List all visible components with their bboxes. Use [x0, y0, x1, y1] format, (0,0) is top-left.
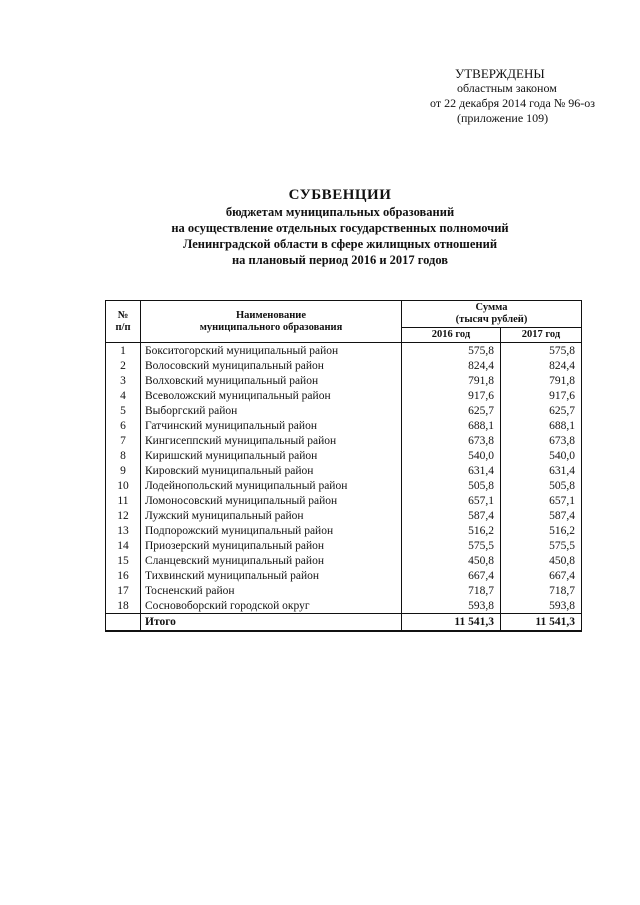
table-row: [106, 373, 582, 388]
row-number: 16: [106, 568, 141, 583]
row-value-2016: 516,2: [402, 523, 501, 538]
row-value-2016: 450,8: [402, 553, 501, 568]
row-value-2016: 657,1: [402, 493, 501, 508]
header-name: [141, 301, 402, 343]
row-municipality: Волосовский муниципальный район: [141, 358, 402, 373]
row-municipality: Тосненский район: [141, 583, 402, 598]
table-row: [106, 553, 582, 568]
approval-line-4: (приложение 109): [457, 111, 549, 125]
row-municipality: Сланцевский муниципальный район: [141, 553, 402, 568]
header-sum-line-2: (тысяч рублей): [455, 314, 528, 325]
row-number: 1: [106, 343, 141, 359]
row-municipality: Лужский муниципальный район: [141, 508, 402, 523]
approval-line-3: от 22 декабря 2014 года № 96-оз: [430, 96, 596, 110]
title-line-2: на осуществление отдельных государственных полномочий: [171, 221, 509, 235]
row-number: 3: [106, 373, 141, 388]
row-value-2016: 917,6: [402, 388, 501, 403]
table-row: [106, 523, 582, 538]
table-row: [106, 493, 582, 508]
row-number: 13: [106, 523, 141, 538]
table-row: [106, 403, 582, 418]
header-number-line-2: п/п: [115, 321, 131, 333]
row-value-2016: 505,8: [402, 478, 501, 493]
row-municipality: Приозерский муниципальный район: [141, 538, 402, 553]
table-row: [106, 433, 582, 448]
title-line-1: бюджетам муниципальных образований: [225, 205, 455, 219]
row-value-2017: 657,1: [501, 493, 582, 508]
row-value-2016: 575,5: [402, 538, 501, 553]
row-value-2017: 593,8: [501, 598, 582, 614]
row-value-2016: 593,8: [402, 598, 501, 614]
row-municipality: Бокситогорский муниципальный район: [141, 343, 402, 359]
row-number: 7: [106, 433, 141, 448]
approval-line-2: областным законом: [457, 81, 557, 95]
row-value-2017: 673,8: [501, 433, 582, 448]
row-value-2016: 791,8: [402, 373, 501, 388]
row-value-2017: 917,6: [501, 388, 582, 403]
table-row: [106, 478, 582, 493]
row-value-2016: 688,1: [402, 418, 501, 433]
approval-stamp: [430, 66, 595, 126]
title-main: СУБВЕНЦИИ: [288, 187, 392, 203]
row-number: 12: [106, 508, 141, 523]
row-value-2016: 587,4: [402, 508, 501, 523]
row-value-2017: 516,2: [501, 523, 582, 538]
header-name-line-2: муниципального образования: [199, 321, 343, 333]
row-value-2017: 450,8: [501, 553, 582, 568]
row-municipality: Подпорожский муниципальный район: [141, 523, 402, 538]
header-number-line-1: №: [117, 309, 129, 321]
row-value-2016: 631,4: [402, 463, 501, 478]
row-value-2016: 667,4: [402, 568, 501, 583]
row-value-2017: 625,7: [501, 403, 582, 418]
title-line-3: Ленинградской области в сфере жилищных отношений: [182, 237, 498, 251]
row-value-2017: 631,4: [501, 463, 582, 478]
total-2016: 11 541,3: [402, 614, 501, 632]
total-2017: 11 541,3: [501, 614, 582, 632]
row-number: 11: [106, 493, 141, 508]
row-value-2017: 575,8: [501, 343, 582, 359]
row-value-2017: 718,7: [501, 583, 582, 598]
table-row: [106, 538, 582, 553]
row-value-2017: 667,4: [501, 568, 582, 583]
row-value-2016: 540,0: [402, 448, 501, 463]
row-municipality: Кировский муниципальный район: [141, 463, 402, 478]
header-name-line-1: Наименование: [236, 309, 306, 321]
row-value-2017: 824,4: [501, 358, 582, 373]
header-year-2017: 2017 год: [501, 328, 582, 343]
row-number: 2: [106, 358, 141, 373]
table-row: [106, 508, 582, 523]
total-label: Итого: [141, 614, 402, 632]
table-row: [106, 388, 582, 403]
table-row: [106, 598, 582, 614]
row-number: 15: [106, 553, 141, 568]
row-municipality: Волховский муниципальный район: [141, 373, 402, 388]
row-number: 17: [106, 583, 141, 598]
table-row: [106, 418, 582, 433]
total-num: [106, 614, 141, 632]
header-sum: [402, 301, 582, 328]
row-value-2016: 824,4: [402, 358, 501, 373]
table-row: [106, 568, 582, 583]
row-number: 6: [106, 418, 141, 433]
row-municipality: Выборгский район: [141, 403, 402, 418]
subventions-table: [105, 300, 582, 632]
table-row: [106, 463, 582, 478]
row-value-2017: 688,1: [501, 418, 582, 433]
title-line-4: на плановый период 2016 и 2017 годов: [231, 253, 449, 267]
row-municipality: Гатчинский муниципальный район: [141, 418, 402, 433]
row-value-2016: 625,7: [402, 403, 501, 418]
table-row: [106, 583, 582, 598]
row-municipality: Киришский муниципальный район: [141, 448, 402, 463]
approval-line-1: УТВЕРЖДЕНЫ: [455, 66, 545, 81]
table-row: [106, 358, 582, 373]
row-value-2017: 791,8: [501, 373, 582, 388]
header-sum-line-1: Сумма: [475, 302, 508, 313]
row-municipality: Всеволожский муниципальный район: [141, 388, 402, 403]
table-row: [106, 448, 582, 463]
row-number: 9: [106, 463, 141, 478]
row-value-2017: 540,0: [501, 448, 582, 463]
row-number: 5: [106, 403, 141, 418]
table-row: [106, 343, 582, 359]
row-number: 4: [106, 388, 141, 403]
row-municipality: Ломоносовский муниципальный район: [141, 493, 402, 508]
row-number: 8: [106, 448, 141, 463]
row-value-2017: 575,5: [501, 538, 582, 553]
document-title: [100, 186, 580, 268]
row-number: 10: [106, 478, 141, 493]
header-number: [106, 301, 141, 343]
row-number: 18: [106, 598, 141, 614]
row-value-2016: 718,7: [402, 583, 501, 598]
total-row: [106, 614, 582, 632]
row-value-2017: 587,4: [501, 508, 582, 523]
row-number: 14: [106, 538, 141, 553]
row-municipality: Лодейнопольский муниципальный район: [141, 478, 402, 493]
row-value-2017: 505,8: [501, 478, 582, 493]
row-municipality: Сосновоборский городской округ: [141, 598, 402, 614]
row-value-2016: 673,8: [402, 433, 501, 448]
row-value-2016: 575,8: [402, 343, 501, 359]
row-municipality: Тихвинский муниципальный район: [141, 568, 402, 583]
row-municipality: Кингисеппский муниципальный район: [141, 433, 402, 448]
header-year-2016: 2016 год: [402, 328, 501, 343]
